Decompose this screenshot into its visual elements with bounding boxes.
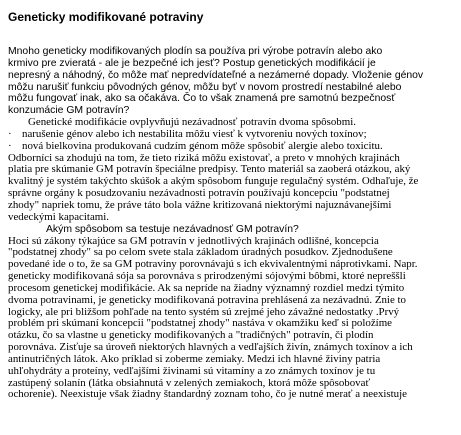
text-line: dvoma potravinami, je geneticky modifikovaná potravina prehlásená za nezávadnú. Znie to (8, 293, 406, 306)
text-line: zhody" napriek tomu, že práve táto bola vážne kritizovaná niektorými najuznávanejšími (8, 198, 392, 211)
text-line: Mnoho geneticky modifikovaných plodín sa používa pri výrobe potravín alebo ako (8, 46, 383, 57)
text-line: môžu fungovať inak, ako sa očakáva. Čo to však znamená pre samotnú bezpečnosť (8, 93, 396, 105)
section-heading: Akým spôsobom sa testuje nezávadnosť GM potravín? (46, 223, 299, 235)
text-line: Hoci sú zákony týkajúce sa GM potravín v jednotlivých krajinách odlišné, koncepcia (8, 234, 379, 247)
text-line: "podstatnej zhody" sa po celom svete stala základom úradných posudkov. Zjednodušene (8, 246, 393, 259)
text-line: povedané ide o to, že sa GM potraviny porovnávajú s ich ekvivalentnými náprotivkami. Napr. (8, 258, 418, 271)
text-line: logicky, ale pri bližšom pohľade na tento systém sú zrejmé jeho závažné nedostatky .Prvý (8, 305, 400, 318)
text-line: ochorenie). Neexistuje však žiadny štandardný zoznam toho, čo je nutné merať a neexistuje (8, 388, 407, 401)
text-line: platia pre skúmanie GM potravín špeciálne predpisy. Tento materiál sa zaoberá otázkou, aký (8, 163, 411, 176)
text-line: antinutričných látok. Ako príklad si zoberme zemiaky. Medzi ich hlavné živiny patria (8, 352, 381, 365)
text-line: krmivo pre zvieratá - ale je bezpečné ich jesť? Postup genetických modifikácií je (8, 57, 376, 69)
bullet-text: narušenie génov alebo ich nestabilita môžu viesť k vytvoreniu nových toxínov; (22, 127, 367, 140)
bullet-text: nová bielkovina produkovaná cudzím génom môže spôsobiť alergie alebo toxicitu. (22, 139, 383, 152)
text-line: uhľohydráty a proteíny, vedľajšími živinami sú vitamíny a zo známych toxínov je tu (8, 364, 376, 377)
document-title: Geneticky modifikované potraviny (8, 10, 204, 24)
text-line: Odborníci sa zhodujú na tom, že tieto riziká môžu existovať, a preto v mnohých krajinách (8, 151, 400, 164)
section-intro-line: Genetické modifikácie ovplyvňujú nezávadnosť potravín dvoma spôsobmi. (28, 116, 356, 129)
text-line: problém pri skúmaní koncepcii "podstatnej zhody" nastáva v okamžiku keď si položíme (8, 317, 393, 330)
text-line: procesom genetickej modifikácie. Ak sa nepríde na žiadny významný rozdiel medzi týmito (8, 281, 405, 294)
bullet-marker: · (8, 139, 12, 152)
text-line: geneticky modifikovaná sója sa porovnáva s prirodzenými sójovými bôbmi, ktoré nepreššli (8, 270, 406, 283)
text-line: otázku, čo sa vlastne u geneticky modifikovaných a "tradičných" potravín, či plodín (8, 329, 374, 342)
bullet-item (8, 141, 460, 153)
text-line: porovnáva. Zisťuje sa úroveň niektorých hlavných a vedľajších živín, známych toxínov a ich (8, 341, 413, 354)
text-line: správne orgány k posudzovaniu nezávadnosti potravín používajú koncepciu "podstatnej (8, 187, 390, 200)
text-line: môžu narušiť funkciu pôvodných génov, môžu byť v novom prostredí nestabilné alebo (8, 81, 402, 93)
text-line: kvalitný je systém takýchto skúšok a akým spôsobom funguje regulačný systém. Odhaľuje, že (8, 175, 419, 188)
body-text (8, 46, 460, 401)
text-line: vedeckými kapacitami. (8, 210, 109, 223)
text-line: konzumácie GM potravín? (8, 105, 130, 117)
text-line: nepresný a náhodný, čo môže mať nepredvídateľné a nezámerné dopady. Vloženie génov (8, 69, 424, 81)
text-line: zastúpený solanín (látka obsiahnutá v zelených zemiakoch, ktorá môže spôsobovať (8, 376, 371, 389)
bullet-marker: · (8, 127, 12, 140)
